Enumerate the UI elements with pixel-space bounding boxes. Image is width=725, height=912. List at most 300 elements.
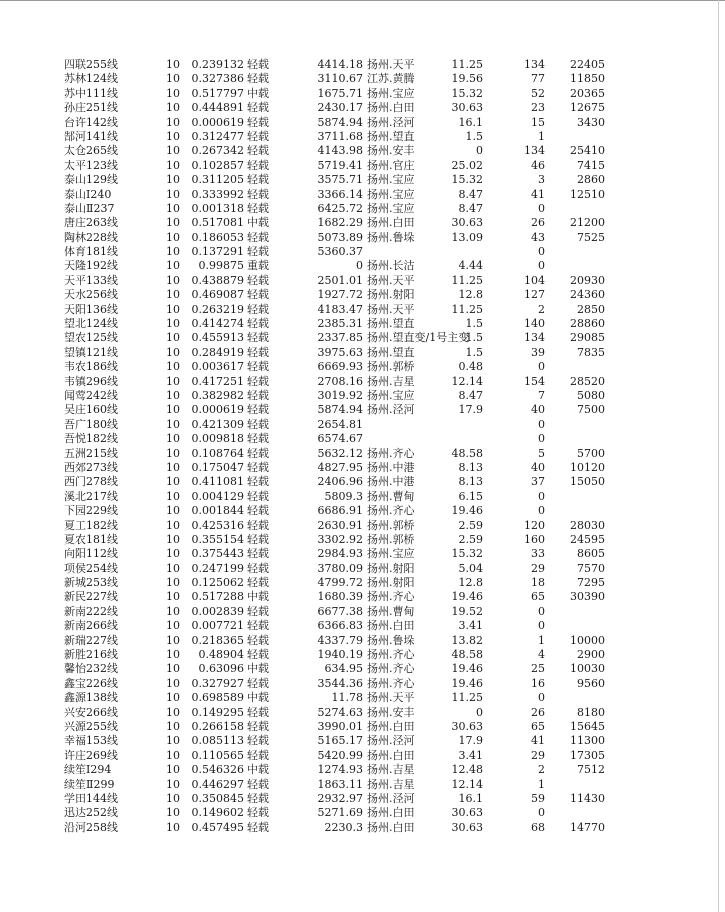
- load-status-cell: 轻载: [247, 705, 269, 719]
- capacity-cell: 11.78: [331, 691, 363, 705]
- capacity-cell: 3711.68: [317, 129, 363, 143]
- capacity-cell: 4827.95: [317, 460, 363, 474]
- load-status-cell: 中载: [247, 662, 269, 676]
- voltage-cell: 10: [166, 273, 180, 287]
- line-name-cell: 太仓265线: [64, 144, 118, 158]
- line-name-cell: 溪北217线: [64, 489, 118, 503]
- distance-cell: 12.14: [451, 777, 483, 791]
- customer-count-cell: 37: [531, 475, 545, 489]
- capacity-cell: 1940.19: [317, 648, 363, 662]
- line-name-cell: 体育181线: [64, 245, 118, 259]
- substation-cell: 扬州.射阳: [367, 288, 415, 302]
- table-row: [0, 778, 700, 792]
- table-row: [0, 821, 700, 835]
- total-capacity-cell: 10000: [570, 633, 605, 647]
- load-status-cell: 轻载: [247, 273, 269, 287]
- substation-cell: 扬州.天平: [367, 58, 415, 71]
- table-row: [0, 231, 700, 245]
- customer-count-cell: 40: [531, 403, 545, 417]
- capacity-cell: 1680.39: [317, 590, 363, 604]
- capacity-cell: 2501.01: [317, 273, 363, 287]
- distance-cell: 15.32: [451, 86, 483, 100]
- table-row: [0, 87, 700, 101]
- distance-cell: 19.46: [451, 662, 483, 676]
- total-capacity-cell: 20930: [570, 273, 605, 287]
- capacity-cell: 6677.38: [317, 604, 363, 618]
- line-name-cell: 向阳112线: [64, 547, 118, 561]
- substation-cell: 扬州.安丰: [367, 144, 415, 158]
- distance-cell: 17.9: [458, 734, 483, 748]
- line-name-cell: 唐庄263线: [64, 216, 118, 230]
- voltage-cell: 10: [166, 432, 180, 446]
- distance-cell: 0: [476, 705, 483, 719]
- capacity-cell: 3302.92: [317, 532, 363, 546]
- distance-cell: 0: [476, 144, 483, 158]
- table-row: [0, 490, 700, 504]
- distance-cell: 19.46: [451, 504, 483, 518]
- line-name-cell: 下园229线: [64, 504, 118, 518]
- table-row: [0, 691, 700, 705]
- table-row: [0, 288, 700, 302]
- capacity-cell: 3544.36: [317, 676, 363, 690]
- load-ratio-cell: 0.517081: [191, 216, 244, 230]
- customer-count-cell: 0: [538, 619, 545, 633]
- load-ratio-cell: 0.421309: [191, 417, 244, 431]
- line-name-cell: 学田144线: [64, 791, 118, 805]
- distance-cell: 1.5: [465, 129, 483, 143]
- load-ratio-cell: 0.48904: [198, 648, 244, 662]
- distance-cell: 12.48: [451, 763, 483, 777]
- line-name-cell: 泰山Ⅱ237: [64, 201, 115, 215]
- voltage-cell: 10: [166, 72, 180, 86]
- customer-count-cell: 0: [538, 360, 545, 374]
- load-status-cell: 轻载: [247, 403, 269, 417]
- voltage-cell: 10: [166, 158, 180, 172]
- table-row: [0, 259, 700, 273]
- distance-cell: 12.8: [458, 288, 483, 302]
- voltage-cell: 10: [166, 763, 180, 777]
- load-status-cell: 轻载: [247, 777, 269, 791]
- load-status-cell: 轻载: [247, 173, 269, 187]
- voltage-cell: 10: [166, 58, 180, 71]
- customer-count-cell: 160: [524, 532, 545, 546]
- substation-cell: 扬州.白田: [367, 101, 415, 115]
- total-capacity-cell: 9560: [577, 676, 605, 690]
- total-capacity-cell: 25410: [570, 144, 605, 158]
- distance-cell: 19.52: [451, 604, 483, 618]
- substation-cell: 扬州.泾河: [367, 115, 415, 129]
- customer-count-cell: 0: [538, 489, 545, 503]
- line-name-cell: 吾广180线: [64, 417, 118, 431]
- customer-count-cell: 26: [531, 705, 545, 719]
- load-ratio-cell: 0.239132: [191, 58, 244, 71]
- load-status-cell: 轻载: [247, 72, 269, 86]
- line-name-cell: 迅达252线: [64, 806, 118, 820]
- table-row: [0, 331, 700, 345]
- table-row: [0, 734, 700, 748]
- load-ratio-cell: 0.137291: [191, 245, 244, 259]
- voltage-cell: 10: [166, 460, 180, 474]
- distance-cell: 16.1: [458, 791, 483, 805]
- load-status-cell: 轻载: [247, 561, 269, 575]
- substation-cell: 扬州.齐心: [367, 662, 415, 676]
- customer-count-cell: 134: [524, 144, 545, 158]
- load-ratio-cell: 0.455913: [191, 331, 244, 345]
- line-name-cell: 苏林124线: [64, 72, 118, 86]
- line-name-cell: 夏农181线: [64, 532, 118, 546]
- table-row: [0, 677, 700, 691]
- line-name-cell: 四联255线: [64, 58, 118, 71]
- table-row: [0, 605, 700, 619]
- load-ratio-cell: 0.99875: [198, 259, 244, 273]
- customer-count-cell: 18: [531, 576, 545, 590]
- voltage-cell: 10: [166, 748, 180, 762]
- load-status-cell: 轻载: [247, 748, 269, 762]
- customer-count-cell: 33: [531, 547, 545, 561]
- voltage-cell: 10: [166, 345, 180, 359]
- substation-cell: 扬州.吉星: [367, 374, 415, 388]
- voltage-cell: 10: [166, 317, 180, 331]
- table-row: [0, 202, 700, 216]
- voltage-cell: 10: [166, 719, 180, 733]
- load-ratio-cell: 0.263219: [191, 302, 244, 316]
- line-name-cell: 西郊273线: [64, 460, 118, 474]
- total-capacity-cell: 24360: [570, 288, 605, 302]
- load-ratio-cell: 0.001318: [191, 201, 244, 215]
- substation-cell: 扬州.中港: [367, 460, 415, 474]
- table-row: [0, 274, 700, 288]
- capacity-cell: 2654.81: [317, 417, 363, 431]
- substation-cell: 扬州.官庄: [367, 158, 415, 172]
- table-row: [0, 720, 700, 734]
- load-ratio-cell: 0.186053: [191, 230, 244, 244]
- load-ratio-cell: 0.327927: [191, 676, 244, 690]
- customer-count-cell: 154: [524, 374, 545, 388]
- load-ratio-cell: 0.102857: [191, 158, 244, 172]
- customer-count-cell: 0: [538, 432, 545, 446]
- voltage-cell: 10: [166, 633, 180, 647]
- line-name-cell: 韦镇296线: [64, 374, 118, 388]
- distance-cell: 15.32: [451, 547, 483, 561]
- customer-count-cell: 3: [538, 173, 545, 187]
- table-row: [0, 806, 700, 820]
- capacity-cell: 5874.94: [317, 403, 363, 417]
- table-row: [0, 706, 700, 720]
- capacity-cell: 5360.37: [317, 245, 363, 259]
- load-ratio-cell: 0.446297: [191, 777, 244, 791]
- substation-cell: 扬州.安丰: [367, 705, 415, 719]
- customer-count-cell: 26: [531, 216, 545, 230]
- spreadsheet-table: [0, 58, 700, 835]
- substation-cell: 扬州.望直: [367, 317, 415, 331]
- substation-cell: 扬州.宝应: [367, 547, 415, 561]
- load-status-cell: 轻载: [247, 619, 269, 633]
- capacity-cell: 634.95: [324, 662, 363, 676]
- line-name-cell: 望镇121线: [64, 345, 118, 359]
- total-capacity-cell: 10120: [570, 460, 605, 474]
- customer-count-cell: 65: [531, 590, 545, 604]
- table-row: [0, 389, 700, 403]
- table-row: [0, 447, 700, 461]
- substation-cell: 扬州.望直变/1号主变: [367, 331, 470, 345]
- table-row: [0, 360, 700, 374]
- voltage-cell: 10: [166, 417, 180, 431]
- table-row: [0, 188, 700, 202]
- distance-cell: 30.63: [451, 719, 483, 733]
- capacity-cell: 6425.72: [317, 201, 363, 215]
- capacity-cell: 4183.47: [317, 302, 363, 316]
- total-capacity-cell: 30390: [570, 590, 605, 604]
- customer-count-cell: 1: [538, 777, 545, 791]
- distance-cell: 2.59: [458, 518, 483, 532]
- capacity-cell: 2932.97: [317, 791, 363, 805]
- load-ratio-cell: 0.425316: [191, 518, 244, 532]
- customer-count-cell: 134: [524, 58, 545, 71]
- voltage-cell: 10: [166, 777, 180, 791]
- substation-cell: 扬州.宝应: [367, 173, 415, 187]
- customer-count-cell: 7: [538, 388, 545, 402]
- total-capacity-cell: 21200: [570, 216, 605, 230]
- total-capacity-cell: 8605: [577, 547, 605, 561]
- substation-cell: 江苏.黄腾: [367, 72, 415, 86]
- line-name-cell: 兴安266线: [64, 705, 118, 719]
- table-row: [0, 547, 700, 561]
- voltage-cell: 10: [166, 820, 180, 834]
- line-name-cell: 天隆192线: [64, 259, 118, 273]
- load-status-cell: 轻载: [247, 115, 269, 129]
- customer-count-cell: 0: [538, 806, 545, 820]
- load-status-cell: 轻载: [247, 719, 269, 733]
- distance-cell: 1.5: [465, 345, 483, 359]
- substation-cell: 扬州.宝应: [367, 201, 415, 215]
- total-capacity-cell: 15645: [570, 719, 605, 733]
- voltage-cell: 10: [166, 288, 180, 302]
- total-capacity-cell: 2860: [577, 173, 605, 187]
- load-ratio-cell: 0.546326: [191, 763, 244, 777]
- line-name-cell: 鑫源138线: [64, 691, 118, 705]
- capacity-cell: 0: [356, 259, 363, 273]
- voltage-cell: 10: [166, 374, 180, 388]
- table-row: [0, 590, 700, 604]
- table-row: [0, 173, 700, 187]
- total-capacity-cell: 29085: [570, 331, 605, 345]
- capacity-cell: 2708.16: [317, 374, 363, 388]
- capacity-cell: 2430.17: [317, 101, 363, 115]
- substation-cell: 扬州.曹甸: [367, 604, 415, 618]
- table-row: [0, 504, 700, 518]
- substation-cell: 扬州.中港: [367, 475, 415, 489]
- total-capacity-cell: 12675: [570, 101, 605, 115]
- table-row: [0, 317, 700, 331]
- capacity-cell: 4414.18: [317, 58, 363, 71]
- line-name-cell: 望农125线: [64, 331, 118, 345]
- capacity-cell: 6574.67: [317, 432, 363, 446]
- customer-count-cell: 41: [531, 734, 545, 748]
- customer-count-cell: 29: [531, 561, 545, 575]
- load-status-cell: 轻载: [247, 475, 269, 489]
- load-status-cell: 轻载: [247, 158, 269, 172]
- total-capacity-cell: 11850: [570, 72, 605, 86]
- table-row: [0, 58, 700, 72]
- customer-count-cell: 1: [538, 129, 545, 143]
- voltage-cell: 10: [166, 86, 180, 100]
- line-name-cell: 续笙Ⅰ294: [64, 763, 112, 777]
- customer-count-cell: 120: [524, 518, 545, 532]
- capacity-cell: 3780.09: [317, 561, 363, 575]
- total-capacity-cell: 11430: [570, 791, 605, 805]
- load-ratio-cell: 0.457495: [191, 820, 244, 834]
- customer-count-cell: 16: [531, 676, 545, 690]
- distance-cell: 0.48: [458, 360, 483, 374]
- distance-cell: 6.15: [458, 489, 483, 503]
- capacity-cell: 2406.96: [317, 475, 363, 489]
- voltage-cell: 10: [166, 101, 180, 115]
- customer-count-cell: 0: [538, 259, 545, 273]
- customer-count-cell: 1: [538, 633, 545, 647]
- customer-count-cell: 0: [538, 201, 545, 215]
- table-row: [0, 375, 700, 389]
- total-capacity-cell: 7512: [577, 763, 605, 777]
- distance-cell: 19.56: [451, 72, 483, 86]
- load-ratio-cell: 0.333992: [191, 187, 244, 201]
- total-capacity-cell: 7835: [577, 345, 605, 359]
- capacity-cell: 1863.11: [317, 777, 363, 791]
- voltage-cell: 10: [166, 734, 180, 748]
- capacity-cell: 4337.79: [317, 633, 363, 647]
- distance-cell: 11.25: [451, 58, 483, 71]
- load-status-cell: 重载: [247, 259, 269, 273]
- substation-cell: 扬州.白田: [367, 820, 415, 834]
- distance-cell: 30.63: [451, 820, 483, 834]
- distance-cell: 13.09: [451, 230, 483, 244]
- customer-count-cell: 43: [531, 230, 545, 244]
- capacity-cell: 5874.94: [317, 115, 363, 129]
- load-ratio-cell: 0.002839: [191, 604, 244, 618]
- table-row: [0, 648, 700, 662]
- customer-count-cell: 68: [531, 820, 545, 834]
- substation-cell: 扬州.泾河: [367, 734, 415, 748]
- load-ratio-cell: 0.311205: [191, 173, 244, 187]
- distance-cell: 11.25: [451, 273, 483, 287]
- load-status-cell: 轻载: [247, 734, 269, 748]
- substation-cell: 扬州.射阳: [367, 561, 415, 575]
- customer-count-cell: 134: [524, 331, 545, 345]
- total-capacity-cell: 7525: [577, 230, 605, 244]
- voltage-cell: 10: [166, 302, 180, 316]
- load-ratio-cell: 0.284919: [191, 345, 244, 359]
- load-ratio-cell: 0.000619: [191, 403, 244, 417]
- load-ratio-cell: 0.175047: [191, 460, 244, 474]
- capacity-cell: 2630.91: [317, 518, 363, 532]
- voltage-cell: 10: [166, 547, 180, 561]
- load-status-cell: 轻载: [247, 460, 269, 474]
- load-status-cell: 轻载: [247, 101, 269, 115]
- line-name-cell: 泰山129线: [64, 173, 118, 187]
- capacity-cell: 3019.92: [317, 388, 363, 402]
- voltage-cell: 10: [166, 129, 180, 143]
- line-name-cell: 新南222线: [64, 604, 118, 618]
- table-row: [0, 159, 700, 173]
- distance-cell: 12.14: [451, 374, 483, 388]
- load-status-cell: 轻载: [247, 576, 269, 590]
- customer-count-cell: 2: [538, 763, 545, 777]
- capacity-cell: 3366.14: [317, 187, 363, 201]
- capacity-cell: 3990.01: [317, 719, 363, 733]
- line-name-cell: 陶林228线: [64, 230, 118, 244]
- substation-cell: 扬州.郭桥: [367, 518, 415, 532]
- line-name-cell: 新民227线: [64, 590, 118, 604]
- total-capacity-cell: 28860: [570, 317, 605, 331]
- line-name-cell: 夏工182线: [64, 518, 118, 532]
- load-ratio-cell: 0.149295: [191, 705, 244, 719]
- substation-cell: 扬州.郭桥: [367, 532, 415, 546]
- table-row: [0, 432, 700, 446]
- voltage-cell: 10: [166, 791, 180, 805]
- capacity-cell: 5165.17: [317, 734, 363, 748]
- load-status-cell: 中载: [247, 86, 269, 100]
- distance-cell: 8.47: [458, 201, 483, 215]
- line-name-cell: 新南266线: [64, 619, 118, 633]
- capacity-cell: 1682.29: [317, 216, 363, 230]
- load-status-cell: 轻载: [247, 806, 269, 820]
- line-name-cell: 韦农186线: [64, 360, 118, 374]
- capacity-cell: 5809.3: [324, 489, 363, 503]
- table-row: [0, 634, 700, 648]
- customer-count-cell: 77: [531, 72, 545, 86]
- customer-count-cell: 52: [531, 86, 545, 100]
- load-ratio-cell: 0.517288: [191, 590, 244, 604]
- customer-count-cell: 23: [531, 101, 545, 115]
- voltage-cell: 10: [166, 604, 180, 618]
- total-capacity-cell: 7570: [577, 561, 605, 575]
- distance-cell: 5.04: [458, 561, 483, 575]
- load-status-cell: 中载: [247, 590, 269, 604]
- total-capacity-cell: 15050: [570, 475, 605, 489]
- customer-count-cell: 4: [538, 648, 545, 662]
- customer-count-cell: 40: [531, 460, 545, 474]
- load-ratio-cell: 0.417251: [191, 374, 244, 388]
- line-name-cell: 新城253线: [64, 576, 118, 590]
- table-row: [0, 792, 700, 806]
- capacity-cell: 5420.99: [317, 748, 363, 762]
- load-status-cell: 轻载: [247, 360, 269, 374]
- substation-cell: 扬州.曹甸: [367, 489, 415, 503]
- distance-cell: 48.58: [451, 446, 483, 460]
- table-row: [0, 72, 700, 86]
- total-capacity-cell: 8180: [577, 705, 605, 719]
- load-status-cell: 轻载: [247, 547, 269, 561]
- voltage-cell: 10: [166, 691, 180, 705]
- load-status-cell: 轻载: [247, 331, 269, 345]
- capacity-cell: 2984.93: [317, 547, 363, 561]
- table-row: [0, 144, 700, 158]
- capacity-cell: 5271.69: [317, 806, 363, 820]
- load-ratio-cell: 0.414274: [191, 317, 244, 331]
- table-row: [0, 216, 700, 230]
- substation-cell: 扬州.鲁垛: [367, 230, 415, 244]
- load-status-cell: 轻载: [247, 245, 269, 259]
- voltage-cell: 10: [166, 705, 180, 719]
- substation-cell: 扬州.长沽: [367, 259, 415, 273]
- total-capacity-cell: 2850: [577, 302, 605, 316]
- customer-count-cell: 15: [531, 115, 545, 129]
- capacity-cell: 2385.31: [317, 317, 363, 331]
- voltage-cell: 10: [166, 518, 180, 532]
- load-ratio-cell: 0.382982: [191, 388, 244, 402]
- voltage-cell: 10: [166, 245, 180, 259]
- table-row: [0, 403, 700, 417]
- substation-cell: 扬州.望直: [367, 345, 415, 359]
